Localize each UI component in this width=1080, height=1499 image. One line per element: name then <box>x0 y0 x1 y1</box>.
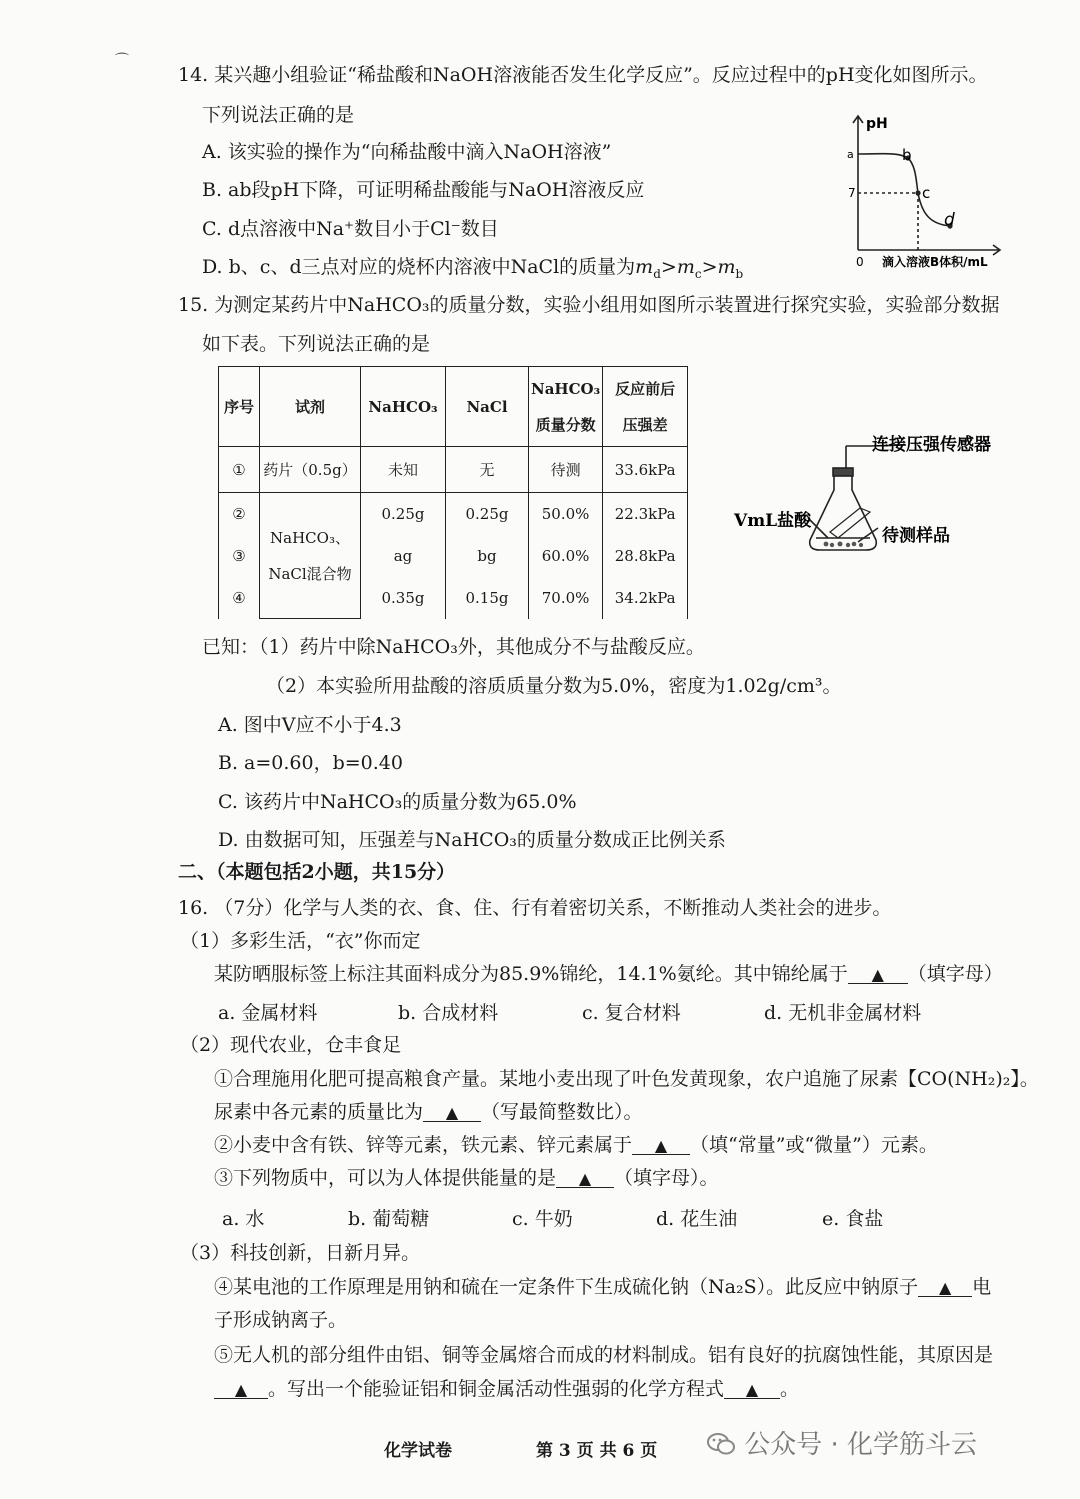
row3-nacl: bg <box>446 535 529 577</box>
q16-part2-option-a: a. 水 <box>222 1208 265 1230</box>
row1-nacl: 无 <box>446 447 529 493</box>
section-2-title: 二、（本题包括2小题，共15分） <box>178 861 456 883</box>
scan-mark: ⌒ <box>115 53 129 69</box>
sensor-label: 连接压强传感器 <box>872 435 991 455</box>
q16-part2-option-e: e. 食盐 <box>822 1208 884 1230</box>
q16-part1-text: 某防晒服标签上标注其面料成分为85.9%锦纶，14.1%氨纶。其中锦纶属于 ▲ （填字母） <box>214 963 1003 985</box>
q15-data-table <box>218 366 688 619</box>
row1-no: ① <box>219 447 260 493</box>
graph-x-label: 滴入溶液B体积/mL <box>882 255 988 269</box>
acid-label: VmL盐酸 <box>734 511 812 531</box>
mass-symbol: m <box>717 256 736 278</box>
mass-symbol: m <box>635 256 654 278</box>
row2-no: ② <box>219 493 260 535</box>
table-header-row <box>219 367 688 447</box>
q15-known-1: 已知：（1）药片中除NaHCO₃外，其他成分不与盐酸反应。 <box>202 636 705 658</box>
row1-reagent: 药片（0.5g） <box>260 447 361 493</box>
q16-part2-item2: ②小麦中含有铁、锌等元素，铁元素、锌元素属于 ▲ （填“常量”或“微量”）元素。 <box>214 1134 938 1156</box>
row3-no: ③ <box>219 535 260 577</box>
watermark: 公众号 · 化学筋斗云 <box>706 1424 977 1461</box>
q15-option-d: D. 由数据可知，压强差与NaHCO₃的质量分数成正比例关系 <box>218 829 726 851</box>
row1-nahco3: 未知 <box>361 447 446 493</box>
row2-fraction: 50.0% <box>529 493 603 535</box>
table-row <box>219 493 688 535</box>
q15-option-a: A. 图中V应不小于4.3 <box>218 714 402 736</box>
q16-part2-option-b: b. 葡萄糖 <box>348 1208 430 1230</box>
answer-blank[interactable]: ▲ <box>918 1280 972 1297</box>
q15-option-b: B. a=0.60，b=0.40 <box>218 752 403 774</box>
q15-option-c: C. 该药片中NaHCO₃的质量分数为65.0% <box>218 791 577 813</box>
header-mass-fraction: NaHCO₃ 质量分数 <box>529 367 603 447</box>
q16-part1-option-b: b. 合成材料 <box>398 1002 499 1024</box>
graph-y-tick-top: a <box>847 148 854 161</box>
row3-nahco3: ag <box>361 535 446 577</box>
mass-symbol: m <box>676 256 695 278</box>
q16-part3-item4a: ④某电池的工作原理是用钠和硫在一定条件下生成硫化钠（Na₂S）。此反应中钠原子 ▲ 电 <box>214 1276 992 1298</box>
row3-pressure: 28.8kPa <box>603 535 688 577</box>
q16-part2-option-c: c. 牛奶 <box>512 1208 573 1230</box>
q14-option-c: C. d点溶液中Na⁺数目小于Cl⁻数目 <box>202 218 499 240</box>
q16-part1-option-d: d. 无机非金属材料 <box>764 1002 922 1024</box>
q14-stem-line2: 下列说法正确的是 <box>202 104 355 126</box>
answer-blank[interactable]: ▲ <box>632 1138 690 1155</box>
header-pressure-diff: 反应前后 压强差 <box>603 367 688 447</box>
q16-part1-option-a: a. 金属材料 <box>218 1002 318 1024</box>
q16-part2-item3: ③下列物质中，可以为人体提供能量的是 ▲ （填字母）。 <box>214 1167 719 1189</box>
q14-stem-line1: 14. 某兴趣小组验证“稀盐酸和NaOH溶液能否发生化学反应”。反应过程中的pH变化如图所示。 <box>178 64 988 86</box>
header-no: 序号 <box>219 367 260 447</box>
graph-y-tick-7: 7 <box>848 186 856 200</box>
ph-graph <box>838 108 1018 273</box>
row2-nacl: 0.25g <box>446 493 529 535</box>
q16-part3-item5b: ▲ 。写出一个能验证铝和铜金属活动性强弱的化学方程式 ▲ 。 <box>214 1380 799 1399</box>
graph-point-c: c <box>922 184 931 202</box>
row1-pressure: 33.6kPa <box>603 447 688 493</box>
table-row <box>219 447 688 493</box>
q16-part2-title: （2）现代农业，仓丰食足 <box>180 1034 402 1056</box>
row2-pressure: 22.3kPa <box>603 493 688 535</box>
answer-blank[interactable]: ▲ <box>423 1105 481 1122</box>
row4-nahco3: 0.35g <box>361 577 446 619</box>
q16-part3-title: （3）科技创新，日新月异。 <box>180 1242 421 1264</box>
header-nacl: NaCl <box>446 367 529 447</box>
q15-stem-line2: 如下表。下列说法正确的是 <box>202 333 431 355</box>
row4-nacl: 0.15g <box>446 577 529 619</box>
header-nahco3: NaHCO₃ <box>361 367 446 447</box>
q16-part3-item5a: ⑤无人机的部分组件由铝、铜等金属熔合而成的材料制成。铝有良好的抗腐蚀性能，其原因是 <box>214 1344 994 1366</box>
q16-part1-title: （1）多彩生活，“衣”你而定 <box>180 930 421 952</box>
q16-stem: 16. （7分）化学与人类的衣、食、住、行有着密切关系，不断推动人类社会的进步。 <box>178 897 892 919</box>
q16-part2-item1b: 尿素中各元素的质量比为 ▲ （写最简整数比）。 <box>214 1101 643 1123</box>
flask-apparatus <box>730 428 1010 563</box>
q15-known-2: （2）本实验所用盐酸的溶质质量分数为5.0%，密度为1.02g/cm³。 <box>266 675 842 697</box>
q14-option-d: D. b、c、d三点对应的烧杯内溶液中NaCl的质量为$m_d>m_c>m_b$ <box>202 256 744 281</box>
graph-point-b: b <box>902 146 912 164</box>
q14-option-b: B. ab段pH下降，可证明稀盐酸能与NaOH溶液反应 <box>202 179 645 201</box>
answer-blank[interactable]: ▲ <box>214 1382 268 1399</box>
row4-no: ④ <box>219 577 260 619</box>
footer-page-number: 第 3 页 共 6 页 <box>536 1441 658 1461</box>
sample-label: 待测样品 <box>882 526 950 546</box>
row4-pressure: 34.2kPa <box>603 577 688 619</box>
q16-part3-item4b: 子形成钠离子。 <box>214 1309 348 1331</box>
answer-blank[interactable]: ▲ <box>848 967 908 984</box>
q16-part2-option-d: d. 花生油 <box>656 1208 738 1230</box>
answer-blank[interactable]: ▲ <box>724 1382 780 1399</box>
q14-option-d-text: D. b、c、d三点对应的烧杯内溶液中NaCl的质量为 <box>202 256 636 278</box>
wechat-icon <box>706 1432 736 1456</box>
row4-fraction: 70.0% <box>529 577 603 619</box>
header-reagent: 试剂 <box>260 367 361 447</box>
row1-fraction: 待测 <box>529 447 603 493</box>
q16-part2-item1a: ①合理施用化肥可提高粮食产量。某地小麦出现了叶色发黄现象，农户追施了尿素【CO(NH₂)₂】。 <box>214 1068 1039 1090</box>
mixture-reagent: NaHCO₃、 NaCl混合物 <box>260 493 361 619</box>
graph-point-d: d <box>944 210 955 230</box>
footer-subject: 化学试卷 <box>384 1441 452 1461</box>
q15-stem-line1: 15. 为测定某药片中NaHCO₃的质量分数，实验小组用如图所示装置进行探究实验，实验部分数据 <box>178 294 1000 316</box>
graph-origin: 0 <box>856 255 864 269</box>
graph-y-label: pH <box>866 116 888 132</box>
row3-fraction: 60.0% <box>529 535 603 577</box>
answer-blank[interactable]: ▲ <box>556 1171 614 1188</box>
q14-option-a: A. 该实验的操作为“向稀盐酸中滴入NaOH溶液” <box>202 141 612 163</box>
q16-part1-option-c: c. 复合材料 <box>582 1002 681 1024</box>
row2-nahco3: 0.25g <box>361 493 446 535</box>
